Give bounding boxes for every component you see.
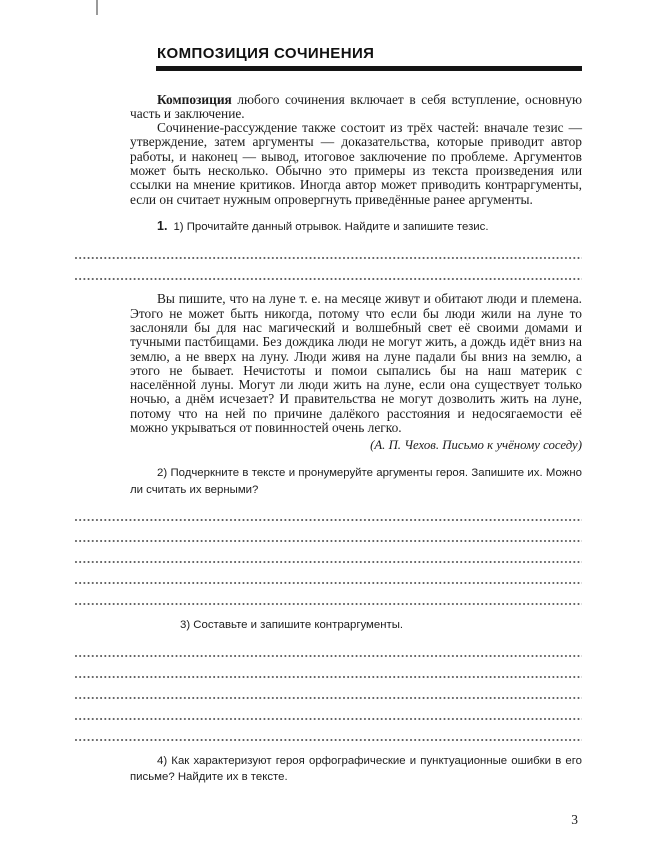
excerpt-text: Вы пишите, что на луне т. е. на месяце живут и обитают люди и племена. Этого не может быть никогда, потому что если бы люди жили на луне то заслоняли бы для нас магический и волшебный свет её своими домами и тучными пастбищами. Без дождика люди не могут жить, а дождь идёт вниз на землю, а не вверх на луну. Люди живя на луне падали бы вниз на землю, а этого не бывает. Нечистоты и помои сыпались бы на наш материк с населённой луны. Могут ли люди жить на луне, если она существует только ночью, а днём исчезает? И правительства не могут дозволить жить на луне, потому что на ней по причине далёкого расстояния и недосягаемости её можно укрываться от повинностей очень легко.	[130, 291, 582, 436]
answer-line	[75, 720, 582, 741]
title-underline	[156, 66, 582, 71]
answer-line	[75, 678, 582, 699]
exercise-1-answer-lines	[75, 238, 582, 280]
exercise-3-answer-lines	[75, 636, 582, 741]
intro-term-bold: Композиция	[157, 91, 232, 107]
answer-line	[75, 521, 582, 542]
answer-line	[75, 584, 582, 605]
answer-line	[75, 259, 582, 280]
intro-paragraph-1	[130, 93, 582, 122]
intro-paragraph-2: Сочинение-рассуждение также состоит из трёх частей: вначале тезис — утверждение, затем аргументы — доказательства, которые приводит автор работы, и наконец — вывод, итоговое заключение по проблеме. Аргументов может быть несколько. Обычно это примеры из текста произведения или ссылки на мнение критиков. Иногда автор может приводить контраргументы, если он считает нужным опровергнуть приведённые ранее аргументы.	[130, 120, 582, 207]
exercise-1-number: 1.	[157, 218, 168, 233]
exercise-2-prompt: 2) Подчеркните в тексте и пронумеруйте аргументы героя. Запишите их. Можно ли считать их верными?	[130, 467, 582, 496]
intro-paragraph-1-text: любого сочинения включает в себя вступление, основную часть и заключение.	[130, 91, 582, 121]
page-title: КОМПОЗИЦИЯ СОЧИНЕНИЯ	[157, 45, 375, 62]
answer-line	[75, 238, 582, 259]
exercise-1-prompt-text: 1) Прочитайте данный отрывок. Найдите и запишите тезис.	[173, 220, 489, 233]
page-number: 3	[571, 812, 578, 827]
answer-line	[75, 563, 582, 584]
answer-line	[75, 657, 582, 678]
excerpt-attribution: (А. П. Чехов. Письмо к учёному соседу)	[370, 438, 582, 453]
exercise-1-prompt	[130, 218, 582, 236]
answer-line	[75, 500, 582, 521]
exercise-4-prompt: 4) Как характеризуют героя орфографические и пунктуационные ошибки в его письме? Найдите их в тексте.	[130, 754, 582, 784]
exercise-3-prompt: 3) Составьте и запишите контраргументы.	[180, 619, 404, 632]
exercise-2-answer-lines	[75, 500, 582, 605]
answer-line	[75, 636, 582, 657]
answer-line	[75, 542, 582, 563]
answer-line	[75, 699, 582, 720]
